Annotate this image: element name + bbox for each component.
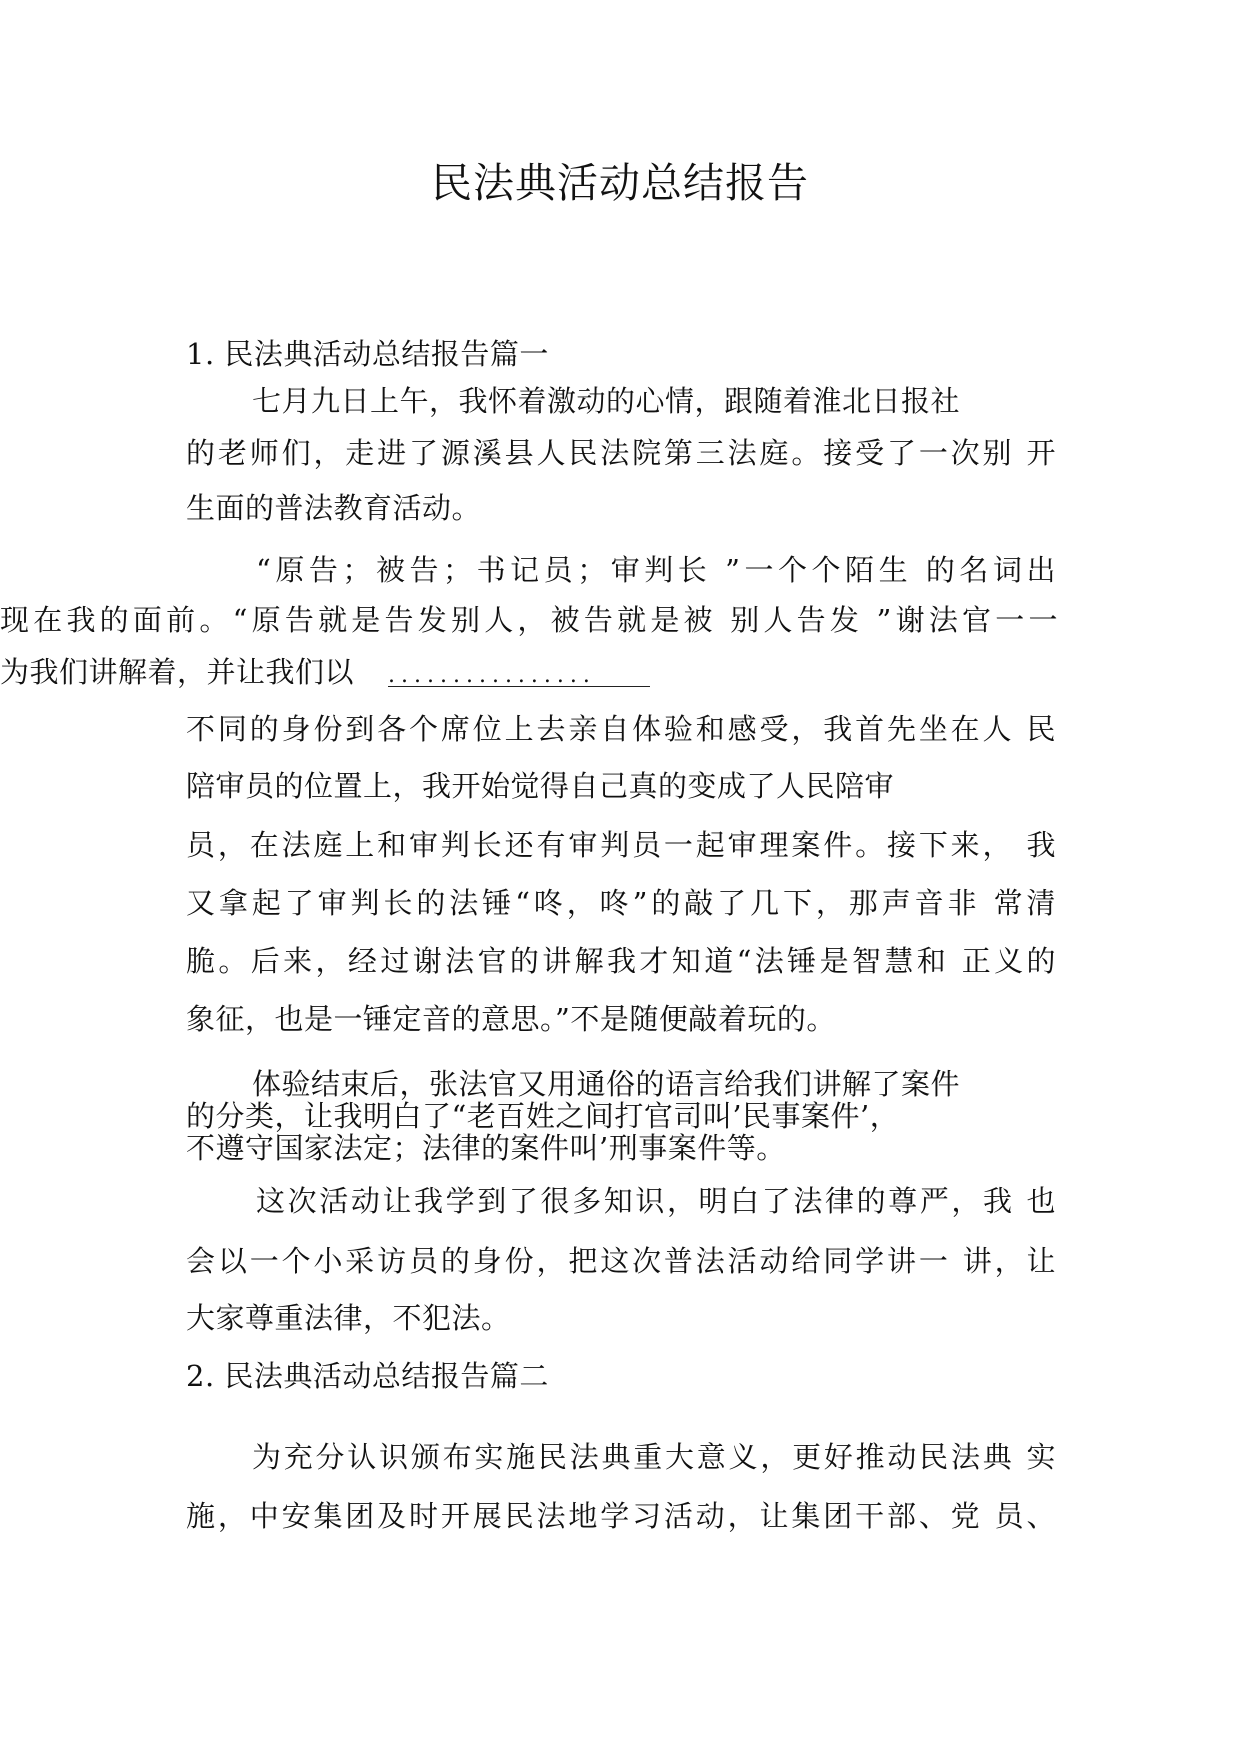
- paragraph-line: 的分类，让我明白了“老百姓之间打官司叫’民事案件’，: [186, 1099, 900, 1133]
- paragraph-line: 生面的普法教育活动。: [186, 491, 482, 525]
- dotted-fill-line: ................: [388, 666, 650, 687]
- paragraph-line: 体验结束后，张法官又用通俗的语言给我们讲解了案件: [252, 1067, 961, 1101]
- paragraph-line: 的老师们，走进了源溪县人民法院第三法庭。接受了一次别 开: [186, 436, 1056, 470]
- paragraph-line: 会以一个小采访员的身份，把这次普法活动给同学讲一 讲，让: [186, 1244, 1056, 1278]
- paragraph-line: 脆。后来，经过谢法官的讲解我才知道“法锤是智慧和 正义的: [186, 944, 1056, 978]
- paragraph-line: 施，中安集团及时开展民法地学习活动，让集团干部、党 员、: [186, 1499, 1056, 1533]
- paragraph-line: “原告；被告；书记员；审判长 ”一个个陌生 的名词出: [256, 553, 1056, 587]
- paragraph-line: 陪审员的位置上，我开始觉得自己真的变成了人民陪审: [186, 769, 895, 803]
- paragraph-line: 象征，也是一锤定音的意思。”不是随便敲着玩的。: [186, 1002, 836, 1036]
- paragraph-line: 为充分认识颁布实施民法典重大意义，更好推动民法典 实: [252, 1440, 1056, 1474]
- section-heading-1: 1. 民法典活动总结报告篇一: [186, 337, 549, 371]
- paragraph-line: 为我们讲解着，并让我们以: [0, 655, 355, 689]
- paragraph-line: 这次活动让我学到了很多知识，明白了法律的尊严，我 也: [256, 1184, 1056, 1218]
- paragraph-line: 七月九日上午，我怀着激动的心情，跟随着淮北日报社: [252, 384, 961, 418]
- paragraph-line: 大家尊重法律，不犯法。: [186, 1301, 511, 1335]
- section-heading-2: 2. 民法典活动总结报告篇二: [186, 1359, 549, 1393]
- paragraph-line: 员，在法庭上和审判长还有审判员一起审理案件。接下来， 我: [186, 828, 1056, 862]
- paragraph-line: 现在我的面前。“原告就是告发别人，被告就是被 别人告发 ”谢法官一一: [0, 603, 1058, 637]
- paragraph-line: 不同的身份到各个席位上去亲自体验和感受，我首先坐在人 民: [186, 712, 1056, 746]
- paragraph-line: 不遵守国家法定；法律的案件叫’刑事案件等。: [186, 1131, 786, 1165]
- document-title: 民法典活动总结报告: [431, 159, 809, 207]
- paragraph-line: 又拿起了审判长的法锤“咚，咚”的敲了几下，那声音非 常清: [186, 886, 1056, 920]
